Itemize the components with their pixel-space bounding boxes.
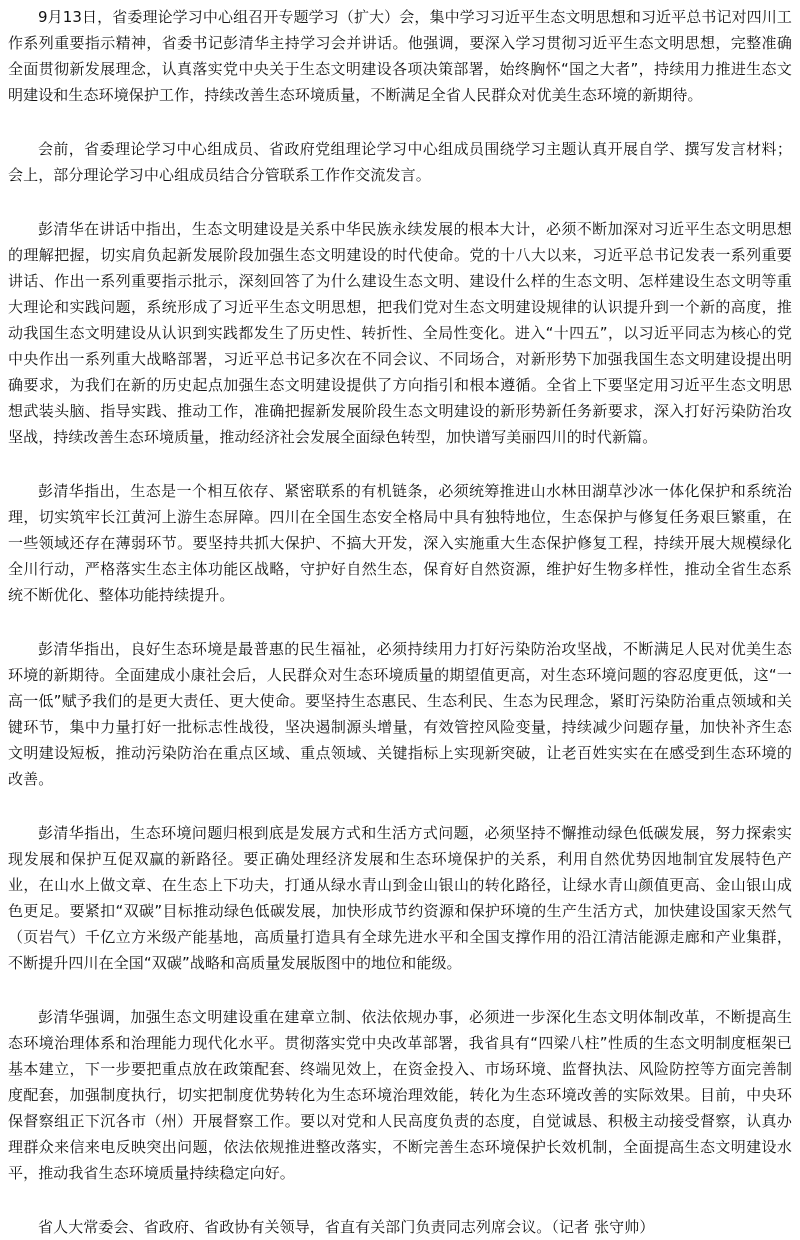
paragraph-1: 9月13日，省委理论学习中心组召开专题学习（扩大）会，集中学习习近平生态文明思想和习近平总书记对四川工作系列重要指示精神，省委书记彭清华主持学习会并讲话。他强调，要深入学习贯彻习近平生态文明思想，完整准确全面贯彻新发展理念，认真落实党中央关于生态文明建设各项决策部署，始终胸怀“国之大者”，持续用力推进生态文明建设和生态环境保护工作，持续改善生态环境质量，不断满足全省人民群众对优美生态环境的新期待。 bbox=[8, 8, 792, 104]
paragraph-5: 彭清华指出，良好生态环境是最普惠的民生福祉，必须持续用力打好污染防治攻坚战，不断满足人民对优美生态环境的新期待。全面建成小康社会后，人民群众对生态环境质量的期望值更高，对生态环境问题的容忍度更低，这“一高一低”赋予我们的是更大责任、更大使命。要坚持生态惠民、生态利民、生态为民理念，紧盯污染防治重点领域和关键环节，集中力量打好一批标志性战役，坚决遏制源头增量，有效管控风险变量，持续减少问题存量，加快补齐生态文明建设短板，推动污染防治在重点区域、重点领域、关键指标上实现新突破，让老百姓实实在在感受到生态环境的改善。 bbox=[8, 640, 792, 788]
paragraph-8-attendees-and-byline: 省人大常委会、省政府、省政协有关领导，省直有关部门负责同志列席会议。（记者 张守帅） bbox=[38, 1218, 655, 1236]
paragraph-6: 彭清华指出，生态环境问题归根到底是发展方式和生活方式问题，必须坚持不懈推动绿色低碳发展，努力探索实现发展和保护互促双赢的新路径。要正确处理经济发展和生态环境保护的关系，利用自然优势因地制宜发展特色产业，在山水上做文章、在生态上下功夫，打通从绿水青山到金山银山的转化路径，让绿水青山颜值更高、金山银山成色更足。要紧扣“双碳”目标推动绿色低碳发展，加快形成节约资源和保护环境的生产生活方式，加快建设国家天然气（页岩气）千亿立方米级产能基地，高质量打造具有全球先进水平和全国支撑作用的沿江清洁能源走廊和产业集群，不断提升四川在全国“双碳”战略和高质量发展版图中的地位和能级。 bbox=[8, 824, 792, 972]
paragraph-3: 彭清华在讲话中指出，生态文明建设是关系中华民族永续发展的根本大计，必须不断加深对习近平生态文明思想的理解把握，切实肩负起新发展阶段加强生态文明建设的时代使命。党的十八大以来，习近平总书记发表一系列重要讲话、作出一系列重要指示批示，深刻回答了为什么建设生态文明、建设什么样的生态文明、怎样建设生态文明等重大理论和实践问题，系统形成了习近平生态文明思想，把我们党对生态文明建设规律的认识提升到一个新的高度，推动我国生态文明建设从认识到实践都发生了历史性、转折性、全局性变化。进入“十四五”，以习近平同志为核心的党中央作出一系列重大战略部署，习近平总书记多次在不同会议、不同场合，对新形势下加强我国生态文明建设提出明确要求，为我们在新的历史起点加强生态文明建设提供了方向指引和根本遵循。全省上下要坚定用习近平生态文明思想武装头脑、指导实践、推动工作，准确把握新发展阶段生态文明建设的新形势新任务新要求，深入打好污染防治攻坚战，持续改善生态环境质量，推动经济社会发展全面绿色转型，加快谱写美丽四川的时代新篇。 bbox=[8, 220, 792, 446]
paragraph-2: 会前，省委理论学习中心组成员、省政府党组理论学习中心组成员围绕学习主题认真开展自学、撰写发言材料；会上，部分理论学习中心组成员结合分管联系工作作交流发言。 bbox=[8, 140, 792, 184]
paragraph-7: 彭清华强调，加强生态文明建设重在建章立制、依法依规办事，必须进一步深化生态文明体制改革，不断提高生态环境治理体系和治理能力现代化水平。贯彻落实党中央改革部署，我省具有“四梁八柱”性质的生态文明制度框架已基本建立，下一步要把重点放在政策配套、终端见效上，在资金投入、市场环境、监督执法、风险防控等方面完善制度配套，加强制度执行，切实把制度优势转化为生态环境治理效能，转化为生态环境改善的实际效果。目前，中央环保督察组正下沉各市（州）开展督察工作。要以对党和人民高度负责的态度，自觉诚恳、积极主动接受督察，认真办理群众来信来电反映突出问题，依法依规推进整改落实，不断完善生态环境保护长效机制，全面提高生态文明建设水平，推动我省生态环境质量持续稳定向好。 bbox=[8, 1008, 792, 1182]
paragraph-4: 彭清华指出，生态是一个相互依存、紧密联系的有机链条，必须统筹推进山水林田湖草沙冰一体化保护和系统治理，切实筑牢长江黄河上游生态屏障。四川在全国生态安全格局中具有独特地位，生态保护与修复任务艰巨繁重，在一些领域还存在薄弱环节。要坚持共抓大保护、不搞大开发，深入实施重大生态保护修复工程，持续开展大规模绿化全川行动，严格落实生态主体功能区战略，守护好自然生态，保育好自然资源，维护好生物多样性，推动全省生态系统不断优化、整体功能持续提升。 bbox=[8, 482, 792, 604]
